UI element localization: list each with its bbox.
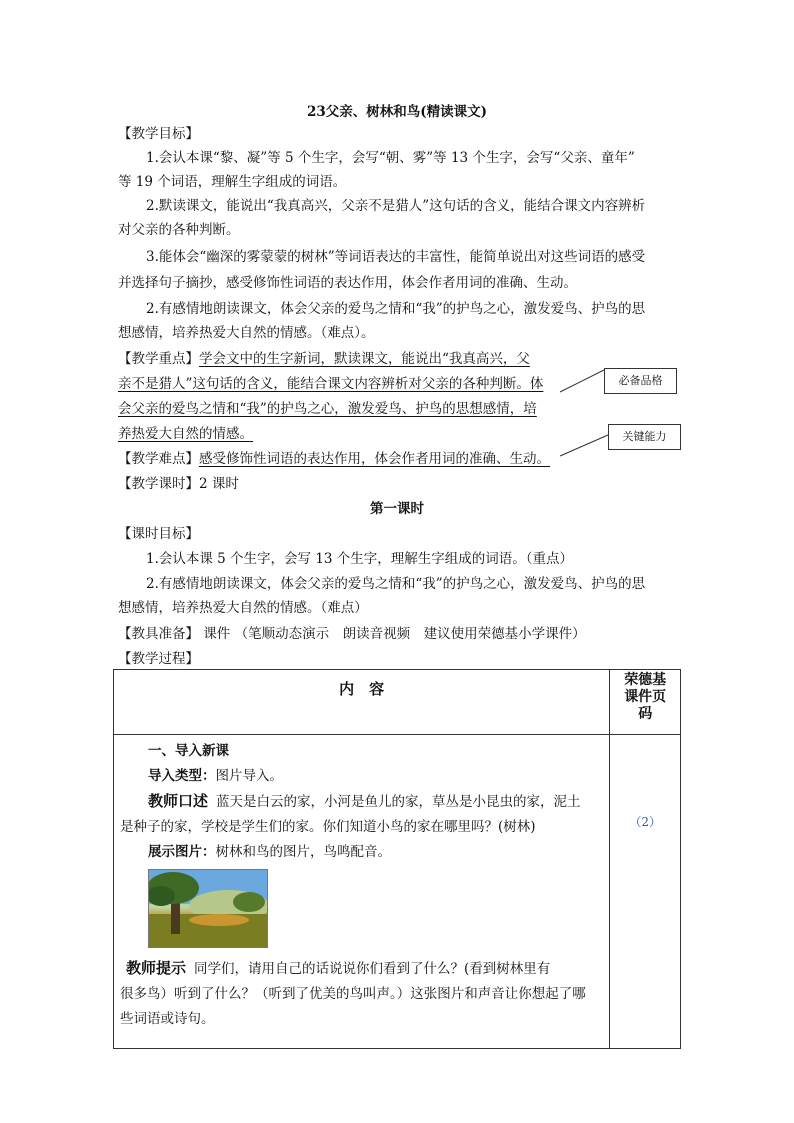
content-column-header: 内 容	[114, 670, 610, 735]
table-header-row	[114, 670, 681, 735]
goals-header: 【教学目标】	[118, 126, 199, 142]
teacher-say-line: 是种子的家，学校是学生们的家。你们知道小鸟的家在哪里吗？(树林)	[120, 819, 536, 835]
forest-picture	[148, 869, 268, 948]
key-points-line: 会父亲的爱鸟之情和“我”的护鸟之心，激发爱鸟、护鸟的思想感情，培	[118, 401, 537, 417]
lesson-title: 第一课时	[370, 501, 424, 517]
key-points-line: 养热爱大自然的情感。	[118, 426, 253, 442]
hint-line: 很多鸟）听到了什么？（听到了优美的鸟叫声。）这张图片和声音让你想起了哪	[120, 986, 586, 1002]
hours-label: 【教学课时】	[118, 476, 199, 492]
hint-line: 些词语或诗句。	[120, 1011, 215, 1027]
difficulties-label: 【教学难点】	[118, 451, 199, 467]
key-points-line	[118, 347, 530, 371]
show-picture-line: 展示图片：树林和鸟的图片，鸟鸣配音。	[148, 844, 391, 860]
goal-line: 3.能体会“幽深的雾蒙蒙的树林”等词语表达的丰富性，能简单说出对这些词语的感受	[146, 249, 646, 265]
content-cell	[114, 735, 610, 1049]
tag-key-ability: 关键能力	[608, 424, 681, 450]
lesson-goal-line: 想感情，培养热爱大自然的情感。（难点）	[118, 600, 368, 616]
process-header: 【教学过程】	[118, 651, 199, 667]
callout-line-2	[560, 435, 608, 456]
key-points-label: 【教学重点】	[118, 351, 199, 367]
page-code-cell	[610, 735, 681, 1049]
goal-line: 1.会认本课“黎、凝”等 5 个生字，会写“朝、雾”等 13 个生字，会写“父亲、童年”	[146, 150, 635, 166]
goal-line: 并选择句子摘抄，感受修饰性词语的表达作用，体会作者用词的准确、生动。	[118, 275, 577, 291]
table-row	[114, 735, 681, 1049]
document-title: 23父亲、树林和鸟(精读课文)	[306, 104, 488, 120]
lesson-goal-line: 2.有感情地朗读课文，体会父亲的爱鸟之情和“我”的护鸟之心，激发爱鸟、护鸟的思	[146, 576, 646, 592]
hint-line: 教师提示 同学们，请用自己的话说说你们看到了什么？(看到树林里有	[126, 959, 551, 977]
hours-text: 2 课时	[199, 476, 239, 492]
page-code: （2）	[629, 815, 661, 829]
teacher-say-line: 教师口述 蓝天是白云的家，小河是鱼儿的家，草丛是小昆虫的家，泥土	[148, 792, 581, 810]
goal-line: 2.默读课文，能说出“我真高兴，父亲不是猎人”这句话的含义，能结合课文内容辨析	[146, 198, 646, 214]
prep-line: 【教具准备】 课件 （笔顺动态演示 朗读音视频 建议使用荣德基小学课件）	[118, 626, 586, 642]
goal-line: 对父亲的各种判断。	[118, 222, 240, 238]
section-title: 一、导入新课	[148, 743, 229, 759]
lesson-goal-line: 1.会认本课 5 个生字，会写 13 个生字，理解生字组成的词语。（重点）	[146, 551, 574, 567]
hours-line	[118, 472, 239, 496]
goal-line: 想感情，培养热爱大自然的情感。（难点）。	[118, 325, 375, 341]
page-column-header: 荣德基 课件页 码	[610, 670, 681, 735]
key-points-line: 亲不是猎人”这句话的含义，能结合课文内容辨析对父亲的各种判断。体	[118, 376, 544, 392]
difficulties-line	[118, 447, 550, 471]
callout-line-1	[560, 370, 604, 392]
difficulties-text: 感受修饰性词语的表达作用，体会作者用词的准确、生动。	[199, 451, 550, 467]
picture-wrapper	[120, 869, 603, 948]
forest-illustration	[149, 870, 267, 947]
tag-required-character: 必备品格	[604, 368, 677, 394]
goal-line: 2.有感情地朗读课文，体会父亲的爱鸟之情和“我”的护鸟之心，激发爱鸟、护鸟的思	[146, 301, 646, 317]
key-points-text: 学会文中的生字新词，默读课文，能说出“我真高兴，父	[199, 351, 530, 367]
goal-line: 等 19 个词语，理解生字组成的词语。	[118, 174, 347, 190]
process-table	[113, 669, 681, 1049]
lesson-goals-header: 【课时目标】	[118, 526, 199, 542]
intro-type-line: 导入类型：图片导入。	[148, 768, 283, 784]
